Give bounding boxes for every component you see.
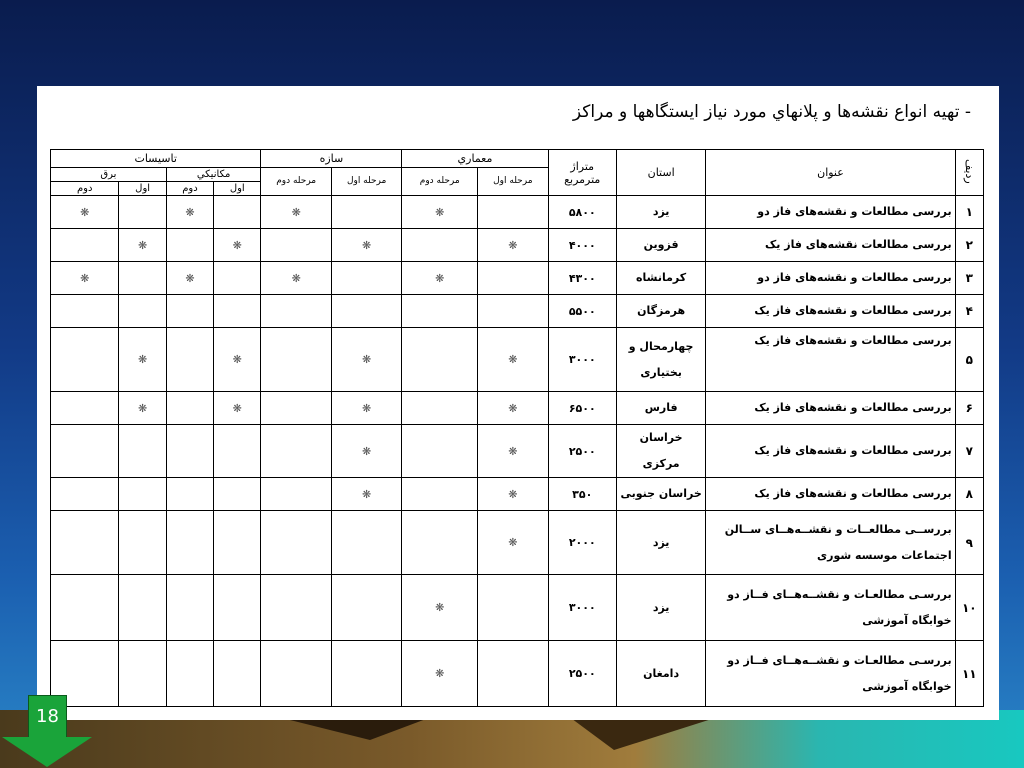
cell-struct-stage2 [261,229,331,262]
cell-mech-second: ❋ [166,262,213,295]
row-subject: بررسی مطالعات و نقشه‌های فاز یک [706,392,955,425]
row-number: ۱ [955,196,983,229]
cell-arch-stage2 [402,328,478,392]
row-number: ۴ [955,295,983,328]
row-subject: بررسی مطالعات و نقشه‌های فاز یک [706,295,955,328]
cell-struct-stage1: ❋ [331,392,401,425]
row-province: خراسان مرکزی [616,425,705,478]
slide-title: - تهيه انواع نقشه‌ها و پلانهاي مورد نياز ايستگاهها و مراكز [572,102,971,122]
header-mech-second: دوم [166,182,213,196]
cell-arch-stage2 [402,229,478,262]
cell-mech-first: ❋ [214,392,261,425]
cell-elec-first [119,196,166,229]
cell-elec-second [51,425,119,478]
cell-elec-second [51,392,119,425]
row-province: یزد [616,575,705,641]
cell-arch-stage1 [478,262,548,295]
cell-mech-first [214,262,261,295]
cell-mech-first [214,478,261,511]
row-subject: بررسی مطالعات نقشه‌های فاز یک [706,229,955,262]
row-province: چهارمحال و بختیاری [616,328,705,392]
cell-arch-stage2: ❋ [402,575,478,641]
cell-mech-first [214,295,261,328]
header-arch-stage2: مرحله دوم [402,168,478,196]
cell-arch-stage1: ❋ [478,478,548,511]
cell-struct-stage1 [331,575,401,641]
cell-elec-first [119,641,166,707]
cell-elec-second: ❋ [51,262,119,295]
header-mechanical: مكانيكي [166,168,261,182]
row-area: ۳۰۰۰ [548,328,616,392]
cell-struct-stage1: ❋ [331,229,401,262]
cell-mech-second [166,328,213,392]
row-number: ۷ [955,425,983,478]
row-area: ۴۰۰۰ [548,229,616,262]
cell-elec-first [119,575,166,641]
row-area: ۳۰۰۰ [548,575,616,641]
cell-mech-second [166,641,213,707]
cell-mech-second [166,229,213,262]
cell-struct-stage1 [331,295,401,328]
cell-arch-stage2 [402,478,478,511]
row-area: ۶۵۰۰ [548,392,616,425]
cell-struct-stage2 [261,328,331,392]
cell-elec-second [51,295,119,328]
table-row [51,641,984,707]
cell-arch-stage1 [478,575,548,641]
cell-mech-second [166,425,213,478]
cell-struct-stage1 [331,641,401,707]
cell-arch-stage1 [478,295,548,328]
cell-elec-second [51,511,119,575]
cell-elec-second [51,575,119,641]
row-area: ۵۸۰۰ [548,196,616,229]
header-area: متراژ مترمربع [548,150,616,196]
header-row-no: رديف [955,150,983,196]
row-subject: بررسی مطالعات و نقشه‌های فاز دو [706,196,955,229]
row-area: ۲۰۰۰ [548,511,616,575]
cell-elec-first [119,511,166,575]
cell-struct-stage1 [331,262,401,295]
row-area: ۲۵۰۰ [548,425,616,478]
header-structure: سازه [261,150,402,168]
cell-struct-stage2 [261,392,331,425]
table-row [51,229,984,262]
cell-arch-stage1: ❋ [478,229,548,262]
cell-arch-stage2: ❋ [402,641,478,707]
cell-arch-stage1: ❋ [478,392,548,425]
header-elec-second: دوم [51,182,119,196]
row-area: ۵۵۰۰ [548,295,616,328]
row-number: ۶ [955,392,983,425]
row-number: ۵ [955,328,983,392]
row-subject: بررسی مطالعات و نقشه‌های فاز یک [706,328,955,392]
cell-elec-second [51,478,119,511]
header-arch-stage1: مرحله اول [478,168,548,196]
cell-elec-second: ❋ [51,196,119,229]
row-number: ۱۰ [955,575,983,641]
row-area: ۴۳۰۰ [548,262,616,295]
cell-struct-stage1 [331,196,401,229]
table-row [51,511,984,575]
cell-elec-first: ❋ [119,392,166,425]
header-elec-first: اول [119,182,166,196]
cell-struct-stage2: ❋ [261,196,331,229]
cell-mech-first [214,575,261,641]
cell-arch-stage1 [478,196,548,229]
table-row [51,262,984,295]
row-province: خراسان جنوبی [616,478,705,511]
cell-struct-stage2 [261,641,331,707]
row-province: کرمانشاه [616,262,705,295]
row-number: ۹ [955,511,983,575]
cell-mech-first [214,425,261,478]
row-number: ۲ [955,229,983,262]
row-province: یزد [616,511,705,575]
cell-elec-first [119,262,166,295]
header-mech-first: اول [214,182,261,196]
table-row [51,392,984,425]
header-province: استان [616,150,705,196]
cell-elec-first [119,295,166,328]
row-number: ۸ [955,478,983,511]
slide-content [37,86,999,720]
row-province: دامغان [616,641,705,707]
row-area: ۳۵۰ [548,478,616,511]
cell-arch-stage2 [402,392,478,425]
row-subject: بررسـی مطالعـات و نقشــه‌هــای فــاز دو خوابگاه آموزشی [706,575,955,641]
cell-struct-stage2 [261,425,331,478]
table-row [51,575,984,641]
cell-arch-stage2: ❋ [402,262,478,295]
row-province: یزد [616,196,705,229]
cell-arch-stage1 [478,641,548,707]
cell-mech-second [166,478,213,511]
row-subject: بررســی مطالعــات و نقشــه‌هــای ســالن اجتماعات موسسه شوری [706,511,955,575]
table-row [51,328,984,392]
header-struct-stage1: مرحله اول [331,168,401,196]
table-row [51,196,984,229]
cell-struct-stage1 [331,511,401,575]
down-arrow-icon [2,737,92,767]
table-row [51,425,984,478]
cell-mech-second [166,392,213,425]
cell-arch-stage1: ❋ [478,425,548,478]
row-area: ۲۵۰۰ [548,641,616,707]
cell-elec-first [119,425,166,478]
cell-elec-first: ❋ [119,328,166,392]
cell-mech-second [166,295,213,328]
cell-struct-stage2 [261,295,331,328]
cell-arch-stage2 [402,511,478,575]
cell-mech-second: ❋ [166,196,213,229]
cell-mech-first: ❋ [214,229,261,262]
row-province: قزوین [616,229,705,262]
header-architecture: معماري [402,150,548,168]
row-subject: بررسـی مطالعـات و نقشــه‌هــای فــاز دو خوابگاه آموزشی [706,641,955,707]
row-subject: بررسی مطالعات و نقشه‌های فاز یک [706,425,955,478]
cell-struct-stage2 [261,575,331,641]
header-struct-stage2: مرحله دوم [261,168,331,196]
table-row [51,295,984,328]
row-number: ۱۱ [955,641,983,707]
cell-mech-first [214,641,261,707]
cell-mech-first [214,511,261,575]
cell-struct-stage1: ❋ [331,478,401,511]
row-subject: بررسی مطالعات و نقشه‌های فاز یک [706,478,955,511]
header-installations: تاسيسات [51,150,261,168]
cell-mech-first: ❋ [214,328,261,392]
cell-arch-stage1: ❋ [478,511,548,575]
cell-arch-stage2 [402,425,478,478]
cell-struct-stage2 [261,478,331,511]
table-row [51,478,984,511]
row-province: فارس [616,392,705,425]
header-electrical: برق [51,168,167,182]
cell-elec-second [51,328,119,392]
cell-elec-first [119,478,166,511]
cell-arch-stage1: ❋ [478,328,548,392]
cell-arch-stage2: ❋ [402,196,478,229]
cell-elec-first: ❋ [119,229,166,262]
cell-struct-stage2: ❋ [261,262,331,295]
projects-table [50,149,984,707]
cell-elec-second [51,229,119,262]
row-number: ۳ [955,262,983,295]
row-province: هرمزگان [616,295,705,328]
cell-struct-stage1: ❋ [331,328,401,392]
header-subject: عنوان [706,150,955,196]
page-number-badge: 18 [28,695,67,739]
cell-struct-stage1: ❋ [331,425,401,478]
row-subject: بررسی مطالعات و نقشه‌های فاز دو [706,262,955,295]
cell-mech-second [166,511,213,575]
cell-arch-stage2 [402,295,478,328]
cell-mech-first [214,196,261,229]
cell-mech-second [166,575,213,641]
cell-struct-stage2 [261,511,331,575]
